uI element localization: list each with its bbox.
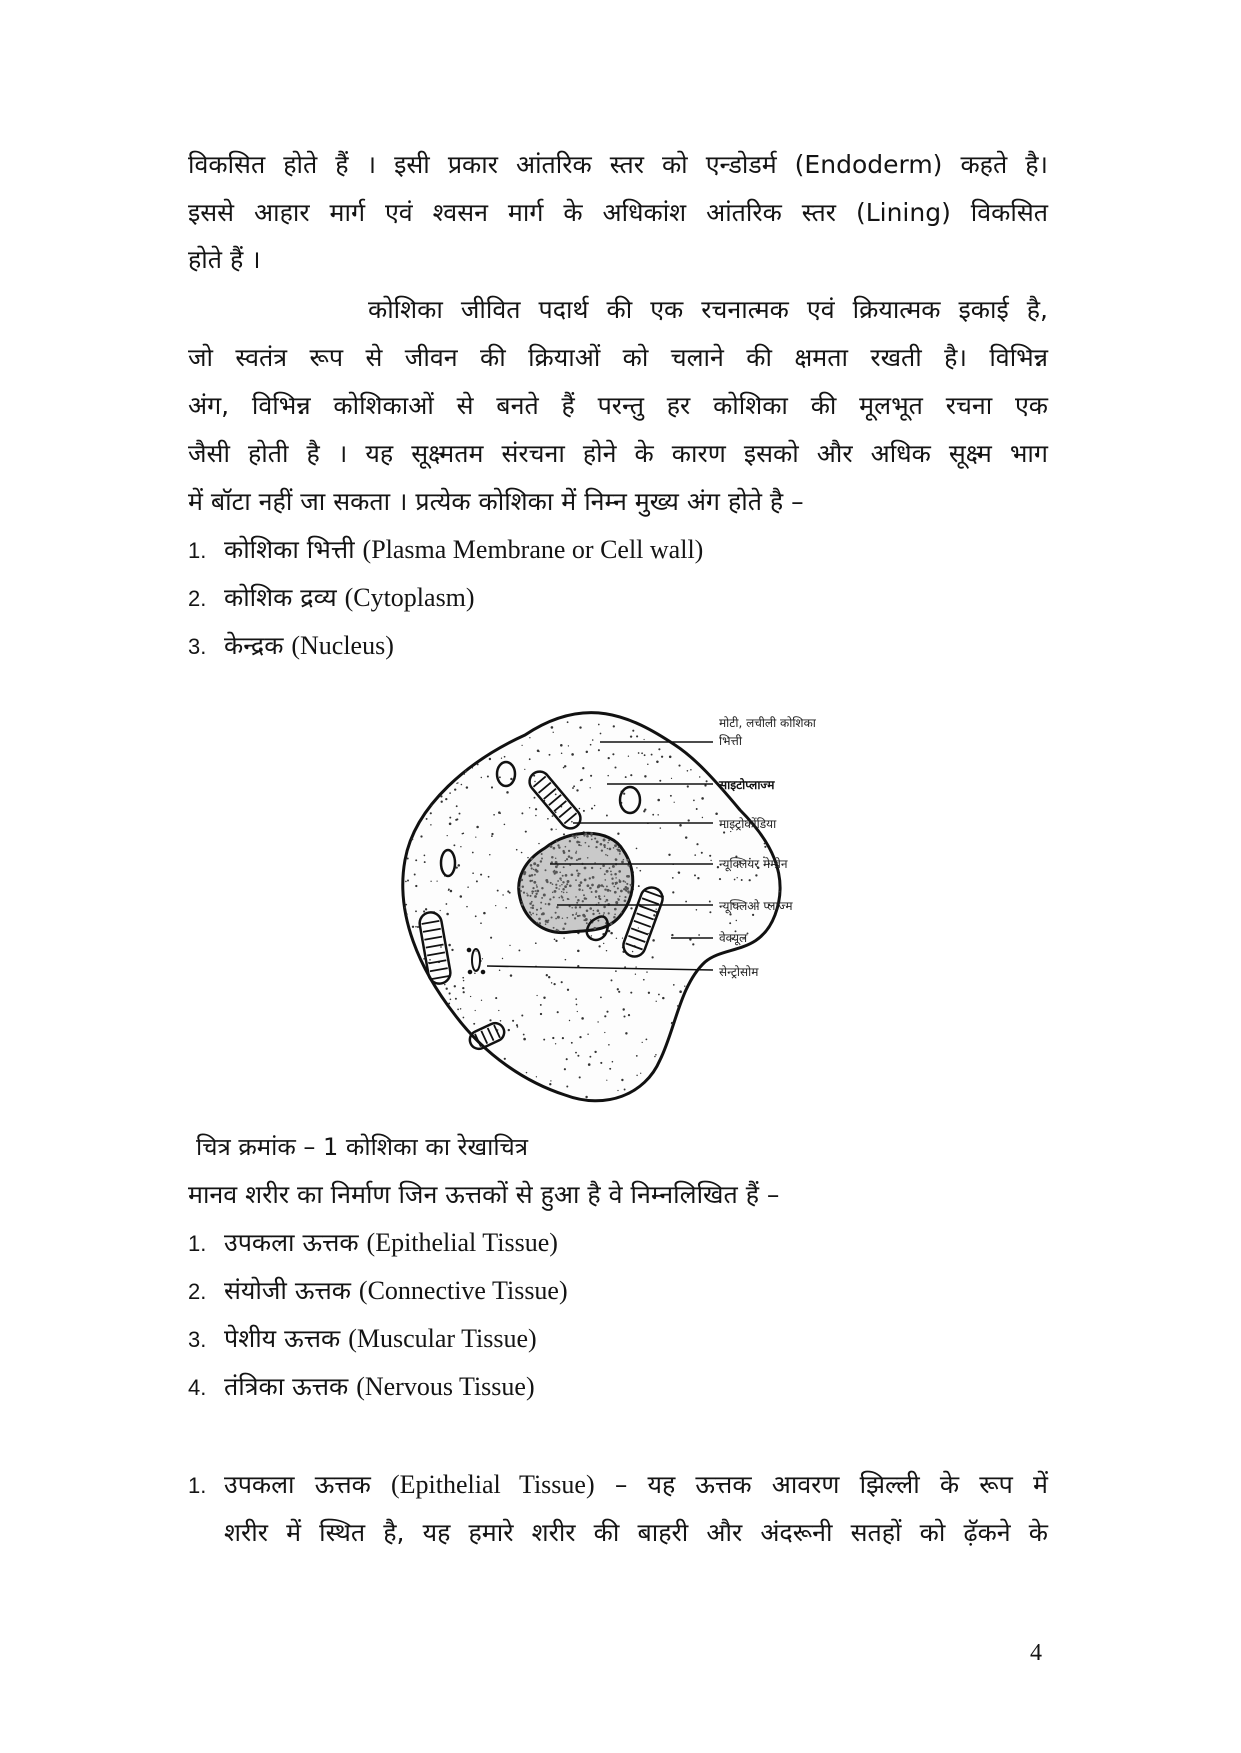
tissue-item (188, 1324, 537, 1355)
cell-para-line-5: में बॉटा नहीं जा सकता । प्रत्येक कोशिका में निम्न मुख्य अंग होते है – (188, 487, 804, 516)
label-cell-wall-line-2: भित्ती (719, 734, 742, 748)
cell-para-line-1: कोशिका जीवित पदार्थ की एक रचनात्मक एवं क्रियात्मक इकाई है, (368, 295, 1048, 324)
cell-diagram (375, 700, 975, 1120)
list-number: 4. (188, 1375, 207, 1400)
epithelial-english: (Epithelial Tissue) (391, 1470, 595, 1499)
intro-line-3: होते हैं । (188, 245, 261, 274)
list-number: 1. (188, 1473, 207, 1498)
label-cytoplasm: साइटोप्लाज्म (719, 778, 775, 792)
cell-part-item (188, 583, 475, 614)
label-nuclear-membrane: न्यूक्लियर मेम्ब्रेन (719, 857, 788, 871)
epithelial-line-1 (188, 1470, 1048, 1501)
intro-line-2: इससे आहार मार्ग एवं श्वसन मार्ग के अधिकांश आंतरिक स्तर (Lining) विकसित (188, 198, 1048, 227)
item-english: (Nucleus) (291, 631, 394, 660)
page-number: 4 (1030, 1640, 1042, 1666)
intro-line-1: विकसित होते हैं । इसी प्रकार आंतरिक स्तर को एन्डोडर्म (Endoderm) कहते है। (188, 150, 1048, 179)
item-english: (Plasma Membrane or Cell wall) (362, 535, 704, 564)
label-vacuole: वेक्यूल (719, 931, 748, 945)
cell-part-item (188, 631, 394, 662)
list-number: 2. (188, 1279, 207, 1304)
list-number: 3. (188, 634, 207, 659)
tissue-item (188, 1228, 558, 1259)
item-hindi: तंत्रिका ऊत्तक (224, 1372, 349, 1401)
item-hindi: केन्द्रक (224, 631, 284, 660)
list-number: 2. (188, 586, 207, 611)
item-english: (Muscular Tissue) (348, 1324, 537, 1353)
item-english: (Nervous Tissue) (356, 1372, 535, 1401)
item-hindi: संयोजी ऊत्तक (224, 1276, 351, 1305)
item-hindi: उपकला ऊत्तक (224, 1228, 359, 1257)
label-mitochondria: माइट्रोकोंडिया (719, 817, 777, 831)
list-number: 1. (188, 538, 207, 563)
item-hindi: कोशिक द्रव्य (224, 583, 337, 612)
item-english: (Connective Tissue) (358, 1276, 568, 1305)
label-cell-wall-line-1: मोटी, लचीली कोशिका (719, 716, 816, 730)
epithelial-hindi: उपकला ऊत्तक (224, 1470, 371, 1499)
tissue-item (188, 1372, 535, 1403)
item-english: (Epithelial Tissue) (366, 1228, 558, 1257)
epithelial-description: – यह ऊत्तक आवरण झिल्ली के रूप में (614, 1470, 1049, 1499)
tissue-item (188, 1276, 568, 1307)
figure-caption: चित्र क्रमांक – 1 कोशिका का रेखाचित्र (196, 1133, 529, 1161)
label-nucleoplasm: न्यूक्लिओ प्लाज्म (719, 899, 793, 913)
item-hindi: पेशीय ऊत्तक (224, 1324, 341, 1353)
cell-para-line-4: जैसी होती है । यह सूक्ष्मतम संरचना होने के कारण इसको और अधिक सूक्ष्म भाग (188, 439, 1048, 468)
tissue-intro: मानव शरीर का निर्माण जिन ऊत्तकों से हुआ है वे निम्नलिखित हैं – (188, 1180, 780, 1209)
list-number: 3. (188, 1327, 207, 1352)
cell-para-line-3: अंग, विभिन्न कोशिकाओं से बनते हैं परन्तु हर कोशिका की मूलभूत रचना एक (188, 391, 1048, 420)
item-english: (Cytoplasm) (344, 583, 475, 612)
list-number: 1. (188, 1231, 207, 1256)
item-hindi: कोशिका भित्ती (224, 535, 355, 564)
epithelial-line-2: शरीर में स्थित है, यह हमारे शरीर की बाहरी और अंदरूनी सतहों को ढ़ॅकने के (224, 1518, 1048, 1547)
cell-part-item (188, 535, 703, 566)
cell-para-line-2: जो स्वतंत्र रूप से जीवन की क्रियाओं को चलाने की क्षमता रखती है। विभिन्न (188, 343, 1048, 372)
label-centrosome: सेन्ट्रोसोम (719, 965, 759, 979)
